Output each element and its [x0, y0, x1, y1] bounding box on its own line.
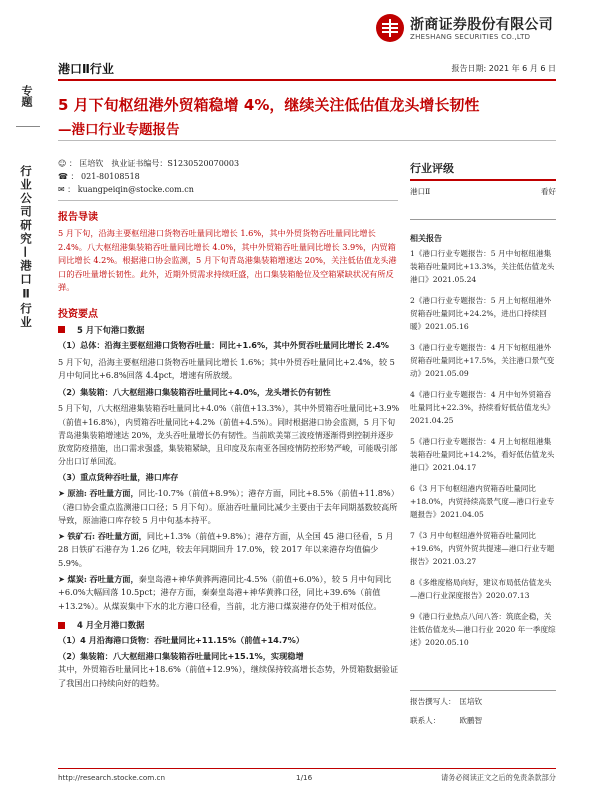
diamond-bullet-icon: ➤: [58, 573, 65, 584]
title-divider: [58, 140, 556, 141]
q2-title: （2）集装箱：八大枢纽港口集装箱吞吐量同比+15.1%，实现稳增: [58, 650, 304, 661]
rating-industry: 港口Ⅱ: [410, 187, 431, 196]
logo-icon: [375, 13, 405, 43]
email-icon: ✉: [58, 185, 65, 194]
related-item[interactable]: 2《港口行业专题报告：5 月上旬枢纽港外贸箱吞吐量同比+24.2%，进出口持续回暖》2021.05.16: [410, 296, 552, 331]
section-1-title: 5 月下旬港口数据: [77, 324, 145, 335]
related-item[interactable]: 4《港口行业专题报告：4 月中旬外贸箱吞吐量同比+22.3%，持续看好低估值龙头》2021.04.25: [410, 390, 555, 425]
company-name: 浙商证券股份有限公司: [410, 17, 553, 33]
related-list: [410, 247, 556, 649]
square-bullet-icon: [58, 622, 65, 629]
related-item[interactable]: 5《港口行业专题报告：4 月上旬枢纽港集装箱吞吐量同比+14.2%，看好低估值龙头港口》2021.04.17: [410, 437, 555, 472]
p1-title: （1）总体：沿海主要枢纽港口货物吞吐量：同比+1.6%，其中外贸吞吐量同比增长 2.4%: [58, 339, 390, 350]
analyst-name-cert: ： 匡培钦 执业证书编号：S1230520070003: [68, 159, 240, 168]
p1-text: 5 月下旬，沿海主要枢纽港口货物吞吐量同比增长 1.6%；其中外贸吞吐量同比+2.4%，较 5 月中旬同比+6.8%回落 4.4pct，增速有所放缓。: [58, 356, 395, 381]
coal-sub: 吞吐量方面，: [89, 573, 139, 584]
bullet-coal: [58, 573, 400, 614]
investment-heading: 投资要点: [58, 308, 98, 320]
rating-bottom-divider: [410, 219, 556, 220]
related-item[interactable]: 3《港口行业专题报告：4 月下旬枢纽港外贸箱吞吐量同比+17.5%，关注港口景气变动》2021.05.09: [410, 343, 555, 378]
footer-divider: [58, 768, 556, 769]
side-divider: [16, 126, 40, 127]
diamond-bullet-icon: ➤: [58, 530, 65, 541]
related-heading: 相关报告: [410, 234, 442, 243]
right-column: [410, 160, 556, 650]
side-vertical-label: 行业公司研究—港口Ⅱ行业: [19, 165, 33, 330]
section-2-heading: [58, 619, 400, 631]
crude-label: 原油:: [67, 487, 87, 498]
related-item[interactable]: 9《港口行业热点八问八答：筑底企稳，关注低估值龙头—港口行业 2020 年一季度综述》2020.05.10: [410, 612, 556, 647]
analyst-row: [58, 157, 239, 170]
industry-tag: 港口Ⅱ行业: [58, 62, 114, 76]
related-item[interactable]: 7《3 月中旬枢纽港外贸箱吞吐量同比+19.6%，内贸外贸共提速—港口行业专题报告》2021.03.27: [410, 531, 555, 566]
related-item[interactable]: 1《港口行业专题报告：5 月中旬枢纽港集装箱吞吐量同比+13.3%，关注低估值龙头港口》2021.05.24: [410, 249, 555, 284]
rating-value: 看好: [540, 187, 556, 196]
signoff-contact: 联系人： 欧鹏智: [410, 716, 483, 725]
main-column: [58, 208, 400, 691]
footer-url[interactable]: http://research.stocke.com.cn: [58, 773, 166, 782]
related-item[interactable]: 8《多维度格局向好，建议布局低估值龙头—港口行业深度报告》2020.07.13: [410, 578, 552, 600]
square-bullet-icon: [58, 326, 65, 333]
p2-text: 5 月下旬，八大枢纽港集装箱吞吐量同比+4.0%（前值+13.3%），其中外贸箱吞吐量同比+3.9%（前值+16.8%），内贸箱吞吐量同比+4.2%（前值+4.5%）。同时根据港口协会监测，5 月下旬青岛港集装箱增速达 20%，龙头吞吐量增长仍有韧性。当前欧美第三波疫情逐渐得到控制并逐步放宽防疫措施，出口需求强盛，集装箱紧缺，且印度及东南亚各国疫情防控形势严峻，可能吸引部分出口订单回流。: [58, 404, 400, 467]
email-row: [58, 183, 239, 196]
crude-sub: 吞吐量方面，: [89, 487, 139, 498]
company-name-en: ZHESHANG SECURITIES CO.,LTD: [410, 33, 531, 41]
rating-heading: 行业评级: [410, 162, 454, 175]
q2-text: 其中，外贸箱吞吐量同比+18.6%（前值+12.9%），继续保持较高增长态势，外贸箱数据验证了我国出口持续向好的趋势。: [58, 664, 399, 689]
phone-row: [58, 170, 239, 183]
section-2-title: 4 月全月港口数据: [77, 620, 145, 631]
p2-title: （2）集装箱：八大枢纽港口集装箱吞吐量同比+4.0%，龙头增长仍有韧性: [58, 386, 331, 397]
coal-label: 煤炭:: [67, 573, 87, 584]
crude-text: 同比-10.7%（前值+8.9%）；港存方面，同比+8.5%（前值+11.8%）（港口协会重点监测港口口径；5 月下旬）。原油吞吐量同比减少主要由于去年同期基数较高所导致，原油港口库存较 5 月中旬基本持平。: [58, 487, 399, 526]
header-divider: [58, 79, 556, 81]
report-subtitle: —港口行业专题报告: [58, 122, 180, 138]
bullet-iron: [58, 530, 400, 571]
rating-row: [410, 186, 556, 197]
footer-disclaimer: 请务必阅读正文之后的免责条款部分: [440, 773, 556, 782]
p3-title: （3）重点货种吞吐量，港口库存: [58, 472, 179, 483]
company-logo: [375, 13, 405, 43]
summary-heading: 报告导读: [58, 212, 98, 223]
section-1-heading: [58, 324, 400, 336]
q1-title: （1）4 月沿海港口货物：吞吐量同比+11.15%（前值+14.7%）: [58, 635, 305, 646]
related-item[interactable]: 6《3 月下旬枢纽港内贸箱吞吐量同比+18.0%，内贸持续高景气度—港口行业专题报告》2021.04.05: [410, 484, 555, 519]
page-number: 1/16: [296, 773, 313, 782]
analyst-email[interactable]: ： kuangpeiqin@stocke.com.cn: [67, 185, 194, 194]
coal-text: 秦皇岛港+神华黄骅两港同比-4.5%（前值+6.0%），较 5 月中旬同比+6.0%大幅回落 10.5pct；港存方面，秦秦皇岛港+神华黄骅口径，同比+39.6%（前值+13.2%）。从煤炭集中下水的北方港口径看，当前，北方港口煤炭港存仍处于相对低位。: [58, 573, 392, 611]
report-title: 5 月下旬枢纽港外贸箱稳增 4%，继续关注低估值龙头增长韧性: [58, 96, 480, 114]
iron-sub: 吞吐量方面，: [97, 530, 147, 541]
bullet-crude: [58, 487, 400, 528]
report-date: 报告日期: 2021 年 6 月 6 日: [451, 64, 556, 73]
rating-divider: [410, 179, 556, 181]
signoff-divider: [410, 690, 556, 691]
side-top-label: 专题: [20, 85, 33, 107]
diamond-bullet-icon: ➤: [58, 487, 65, 498]
analyst-block: [58, 157, 239, 196]
analyst-phone: ： 021-80108518: [70, 172, 140, 181]
iron-text: 同比+1.3%（前值+9.8%）；港存方面，从全国 45 港口径看，5 月 28 日铁矿石港存为 1.26 亿吨，较去年同期回升 17.0%，较 2017 年以来港存均值偏少 5.9%。: [58, 530, 394, 568]
summary-text: 5 月下旬，沿海主要枢纽港口货物吞吐量同比增长 1.6%，其中外贸货物吞吐量同比增长 2.4%。八大枢纽港集装箱吞吐量同比增长 4.0%，其中外贸箱吞吐量同比增长 3.9%，内贸箱同比增长 4.2%。根据港口协会监测，5 月下旬青岛港集装箱增速达 20%，关注低估值龙头港口的吞吐量增长韧性。此外，近期外贸需求持续旺盛，出口集装箱舱位及空箱紧缺状况有所反弹。: [58, 228, 397, 293]
phone-icon: ☎: [58, 172, 68, 181]
iron-label: 铁矿石:: [67, 530, 96, 541]
signoff-author: 报告撰写人： 匡培钦: [410, 697, 483, 706]
person-icon: ☺: [58, 159, 67, 168]
analyst-divider: [58, 200, 398, 201]
